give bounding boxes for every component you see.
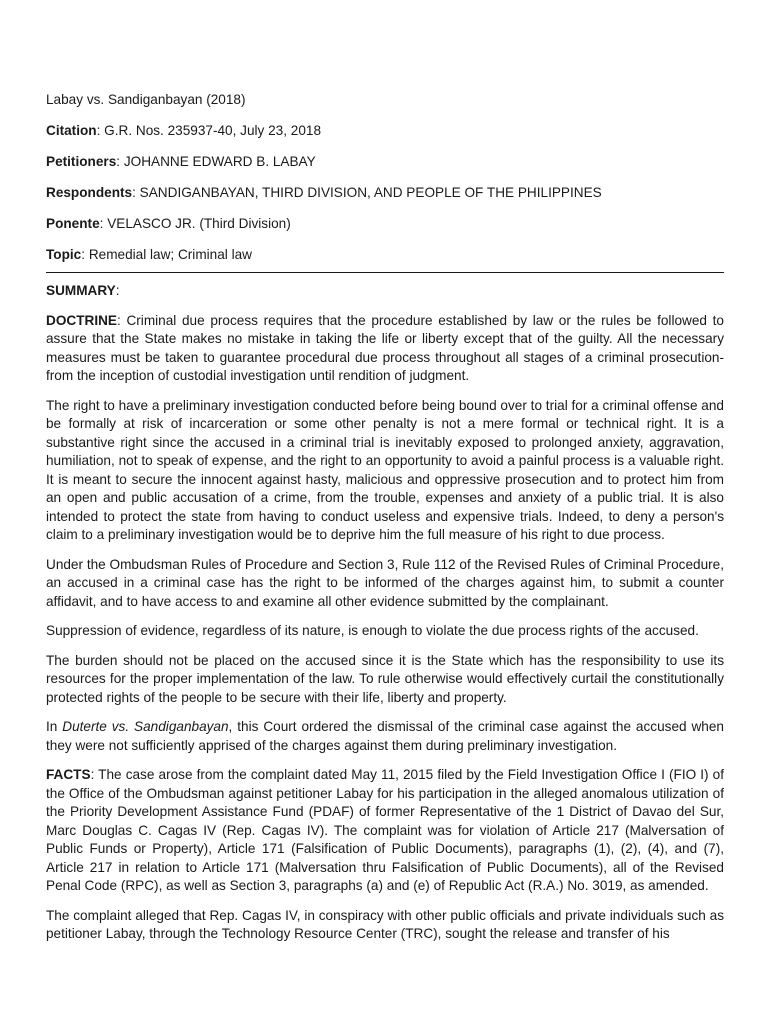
p6-rest: , this Court ordered the dismissal of the criminal case against the accused when they were not sufficiently apprised of the charges against them during preliminary investigation. (46, 719, 724, 753)
respondents-value: SANDIGANBAYAN, THIRD DIVISION, AND PEOPLE OF THE PHILIPPINES (139, 185, 602, 200)
doctrine-text: : Criminal due process requires that the procedure established by law or the rules be followed to assure that the State makes no mistake in taking the life or liberty except that of the guilty. All the necessary measures must be taken to guarantee procedural due process throughout all stages of a criminal prosecution- from the inception of custodial investigation until rendition of judgment. (46, 312, 724, 383)
facts-paragraph-2: The complaint alleged that Rep. Cagas IV, in conspiracy with other public officials and private individuals such as petitioner Labay, through the Technology Resource Center (TRC), sought the release and transfer of his (46, 907, 724, 941)
petitioners-value: JOHANNE EDWARD B. LABAY (123, 154, 316, 169)
summary-paragraph-4: Suppression of evidence, regardless of its nature, is enough to violate the due process rights of the accused. (46, 623, 699, 638)
doctrine-paragraph (46, 312, 724, 386)
citation-value: G.R. Nos. 235937-40, July 23, 2018 (104, 123, 322, 138)
case-title: Labay vs. Sandiganbayan (2018) (46, 92, 246, 107)
p6-prefix: In (46, 719, 63, 734)
document-page (46, 91, 724, 955)
doctrine-label: DOCTRINE (46, 312, 117, 328)
facts-paragraph-1 (46, 766, 724, 896)
topic-label: Topic (46, 247, 82, 262)
facts-text: : The case arose from the complaint dated May 11, 2015 filed by the Field Investigation Office I (FIO I) of the Office of the Ombudsman against petitioner Labay for his participation in the alleged anomalous utilization of the Priority Development Assistance Fund (PDAF) of former Representative of the 1 District of Davao del Sur, Marc Douglas C. Cagas IV (Rep. Cagas IV). The complaint was for violation of Article 217 (Malversation of Public Funds or Property), Article 171 (Falsification of Public Documents), paragraphs (1), (2), (4), and (7), Article 217 in relation to Article 171 (Malversation thru Falsification of Public Documents), all of the Revised Penal Code (RPC), as well as Section 3, paragraphs (a) and (e) of Republic Act (R.A.) No. 3019, as amended. (46, 767, 724, 893)
topic-line: Topic: Remedial law; Criminal law (46, 247, 252, 262)
topic-value: Remedial law; Criminal law (88, 247, 252, 262)
summary-paragraph-5: The burden should not be placed on the accused since it is the State which has the responsibility to use its resources for the proper implementation of the law. To rule otherwise would effectively curtail the constitutionally protected rights of the people to be secure with their life, liberty and property. (46, 652, 724, 705)
ponente-label: Ponente (46, 216, 100, 231)
summary-paragraph-3: Under the Ombudsman Rules of Procedure and Section 3, Rule 112 of the Revised Rules of Criminal Procedure, an accused in a criminal case has the right to be informed of the charges against him, to submit a counter affidavit, and to have access to and examine all other evidence submitted by the complainant. (46, 556, 724, 609)
summary-paragraph-2: The right to have a preliminary investigation conducted before being bound over to trial for a criminal offense and be formally at risk of incarceration or some other penalty is not a mere formal or technical right. It is a substantive right since the accused in a criminal trial is inevitably exposed to prolonged anxiety, aggravation, humiliation, not to speak of expense, and the right to an opportunity to avoid a painful process is a valuable right. It is meant to secure the innocent against hasty, malicious and oppressive prosecution and to protect him from an open and public accusation of a crime, from the trouble, expenses and anxiety of a public trial. It is also intended to protect the state from having to conduct useless and expensive trials. Indeed, to deny a person's claim to a preliminary investigation would be to deprive him the full measure of his right to due process. (46, 397, 724, 542)
ponente-line: Ponente: VELASCO JR. (Third Division) (46, 216, 291, 231)
citation-label: Citation (46, 123, 97, 138)
case-reference: Duterte vs. Sandiganbayan (62, 719, 229, 734)
header-divider (46, 272, 724, 273)
ponente-value: VELASCO JR. (Third Division) (107, 216, 291, 231)
summary-paragraph-6 (46, 718, 724, 755)
petitioners-line: Petitioners: JOHANNE EDWARD B. LABAY (46, 154, 316, 169)
petitioners-label: Petitioners (46, 154, 117, 169)
facts-label: FACTS (46, 767, 91, 782)
summary-heading: SUMMARY: (46, 283, 120, 298)
respondents-line: Respondents: SANDIGANBAYAN, THIRD DIVISION, AND PEOPLE OF THE PHILIPPINES (46, 185, 602, 200)
respondents-label: Respondents (46, 185, 133, 200)
summary-label: SUMMARY (46, 283, 116, 298)
citation-line: Citation: G.R. Nos. 235937-40, July 23, 2018 (46, 123, 322, 138)
